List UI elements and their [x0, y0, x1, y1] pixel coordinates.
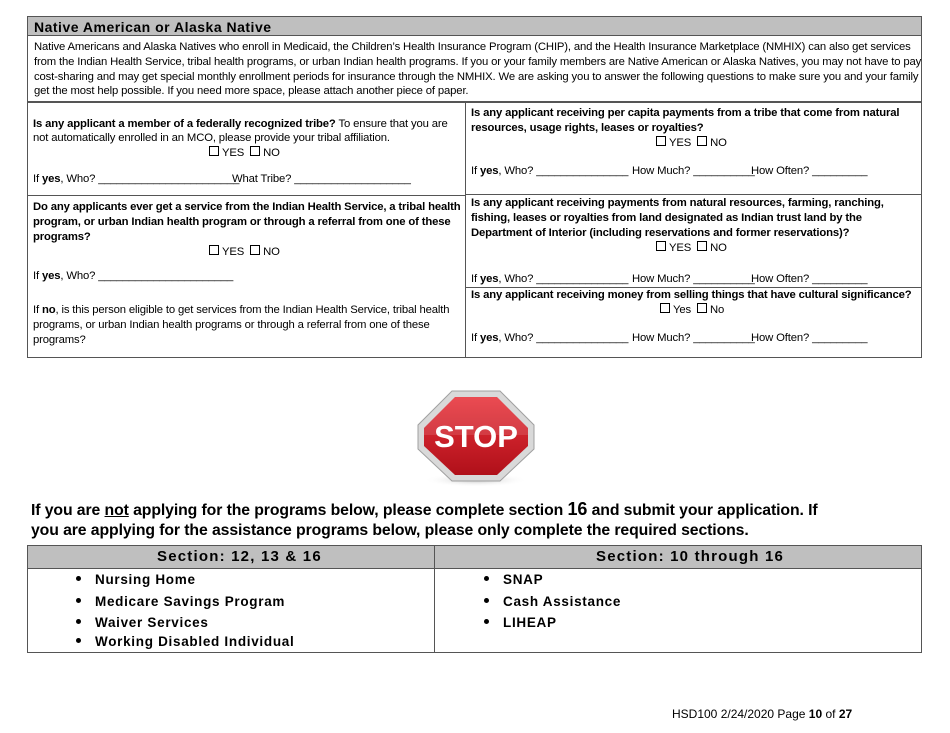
program-label: Cash Assistance [503, 594, 622, 609]
notice-part3: and submit your application. If [587, 502, 818, 519]
q4-yes-label: YES [669, 242, 692, 254]
q3-no-checkbox[interactable] [250, 245, 260, 255]
q4-line1: Is any applicant receiving payments from natural resources, farming, ranching, [471, 197, 884, 209]
bullet-icon [484, 576, 489, 581]
footer-page-number: 10 [808, 707, 823, 721]
q3-no-label: NO [263, 246, 280, 258]
q3-who-field[interactable]: , Who? ______________________ [60, 270, 234, 282]
q5-yes-no [660, 303, 724, 318]
q5-yes-checkbox[interactable] [660, 303, 670, 313]
notice-underlined: not [104, 502, 129, 519]
list-item [484, 615, 557, 630]
q3-yes-word: yes [41, 270, 61, 282]
list-item [484, 572, 543, 587]
q4-no-checkbox[interactable] [697, 241, 707, 251]
q4-if-yes-who [471, 272, 628, 287]
q1-what-tribe-field[interactable]: What Tribe? ___________________ [232, 173, 411, 185]
program-label: Medicare Savings Program [95, 594, 286, 609]
q3-if-no-prefix: If [33, 304, 42, 316]
q3-yes-label: YES [222, 246, 245, 258]
q1-question: Is any applicant a member of a federally recognized tribe? [33, 118, 336, 130]
intro-paragraph [27, 36, 922, 102]
intro-line: from the Indian Health Service, tribal health programs, or urban Indian health programs. If you or your family members are Native American or Alaska Natives, you may not have to pay [34, 55, 922, 68]
program-label: Working Disabled Individual [95, 634, 295, 649]
q3-if-no-rest: , is this person eligible to get services from the Indian Health Service, tribal health [55, 304, 450, 316]
q3-line3: programs? [33, 231, 91, 243]
programs-table-divider [434, 545, 435, 653]
q3-if-prefix: If [33, 270, 42, 282]
q5-if-prefix: If [471, 332, 480, 344]
notice-text [31, 499, 911, 541]
q4-if-prefix: If [471, 273, 480, 285]
q4-line2: fishing, leases or royalties from land designated as Indian trust land by the [471, 212, 862, 224]
q4-yes-checkbox[interactable] [656, 241, 666, 251]
q1-if-yes-who [33, 172, 239, 187]
q5-no-label: No [709, 304, 725, 316]
stop-sign-text: STOP [434, 419, 518, 454]
q5-line: Is any applicant receiving money from selling things that have cultural significance? [471, 289, 912, 301]
q2-yes-no [656, 136, 727, 151]
q1-no-label: NO [263, 147, 280, 159]
q5-yes-label: Yes [673, 304, 691, 316]
q1-line2: not automatically enrolled in an MCO, please provide your tribal affiliation. [33, 132, 390, 144]
bullet-icon [484, 598, 489, 603]
q2-yes-word: yes [479, 165, 499, 177]
notice-section-number: 16 [567, 499, 588, 519]
program-label: LIHEAP [503, 615, 557, 630]
intro-line: cost-sharing and may get special monthly enrollment periods for insurance through the NMHIX. We are asking you to answer the following questions to make sure you and your family [34, 70, 919, 83]
bullet-icon [76, 619, 81, 624]
list-item [76, 594, 285, 609]
q4-no-label: NO [710, 242, 727, 254]
program-label: Waiver Services [95, 615, 209, 630]
program-label: Nursing Home [95, 572, 196, 587]
q2-if-prefix: If [471, 165, 480, 177]
q4-who-field[interactable]: , Who? _______________ [498, 273, 629, 285]
q2-no-label: NO [710, 137, 727, 149]
section-title: Native American or Alaska Native [27, 16, 922, 36]
footer-form-id: HSD100 2/24/2020 Page [672, 707, 809, 721]
q1-no-checkbox[interactable] [250, 146, 260, 156]
notice-line1 [31, 499, 911, 521]
row-divider-left [27, 195, 465, 196]
bullet-icon [76, 598, 81, 603]
q2-line1: Is any applicant receiving per capita payments from a tribe that come from natural [471, 107, 900, 119]
q3-line2: program, or urban Indian health program or through a referral from one of these [33, 216, 451, 228]
q2-yes-checkbox[interactable] [656, 136, 666, 146]
q1-yes-checkbox[interactable] [209, 146, 219, 156]
footer-total-pages: 27 [838, 707, 853, 721]
q4-how-often-field[interactable]: How Often? _________ [751, 273, 868, 285]
q4-line3: Department of Interior (including reservations and former reservations)? [471, 227, 850, 239]
q3-no-word: no [41, 304, 56, 316]
q3-if-no-line3: programs? [33, 334, 86, 346]
q3-line1: Do any applicants ever get a service from the Indian Health Service, a tribal health [33, 201, 461, 213]
bullet-icon [76, 638, 81, 643]
footer-of: of [822, 707, 839, 721]
q1-yes-word: yes [41, 173, 61, 185]
q4-yes-word: yes [479, 273, 499, 285]
q5-who-field[interactable]: , Who? _______________ [498, 332, 629, 344]
q3-yes-checkbox[interactable] [209, 245, 219, 255]
q5-yes-word: yes [479, 332, 499, 344]
q5-how-much-field[interactable]: How Much? __________ [632, 332, 755, 344]
q1-yes-label: YES [222, 147, 245, 159]
q1-who-field[interactable]: , Who? _______________________ [60, 173, 240, 185]
intro-line: get the most help possible. If you need more space, please attach another piece of paper. [34, 85, 469, 98]
intro-line: Native Americans and Alaska Natives who enroll in Medicaid, the Children’s Health Insurance Program (CHIP), and the Health Insurance Marketplace (NMHIX) can also get services [34, 41, 911, 53]
q4-how-much-field[interactable]: How Much? __________ [632, 273, 755, 285]
q2-who-field[interactable]: , Who? _______________ [498, 165, 629, 177]
q1-line1 [33, 117, 448, 132]
notice-part1: If you are [31, 502, 105, 519]
q3-if-yes-who [33, 269, 233, 284]
program-label: SNAP [503, 572, 544, 587]
right-column-header: Section: 10 through 16 [596, 548, 785, 565]
list-item [484, 594, 621, 609]
left-column-header: Section: 12, 13 & 16 [157, 548, 322, 565]
grid-divider [465, 102, 466, 358]
q1-yes-no [209, 146, 280, 161]
notice-line2: you are applying for the assistance programs below, please only complete the required sections. [31, 522, 749, 539]
list-item [76, 572, 196, 587]
notice-part2: applying for the programs below, please complete section [128, 502, 568, 519]
q5-if-yes-who [471, 331, 628, 346]
page-footer [672, 707, 852, 721]
list-item [76, 634, 294, 649]
q3-yes-no [209, 245, 280, 260]
q2-how-much-field[interactable]: How Much? __________ [632, 165, 755, 177]
q4-yes-no [656, 241, 727, 256]
q2-yes-label: YES [669, 137, 692, 149]
stop-sign-icon [414, 389, 538, 489]
q1-question-rest: To ensure that you are [335, 118, 448, 130]
bullet-icon [484, 619, 489, 624]
q2-how-often-field[interactable]: How Often? _________ [751, 165, 868, 177]
q3-if-no-line1 [33, 303, 449, 318]
list-item [76, 615, 209, 630]
q5-no-checkbox[interactable] [697, 303, 707, 313]
q5-how-often-field[interactable]: How Often? _________ [751, 332, 868, 344]
bullet-icon [76, 576, 81, 581]
q3-if-no-line2: programs, or urban Indian health programs or through a referral from one of these [33, 319, 430, 331]
q2-line2: resources, usage rights, leases or royalties? [471, 122, 704, 134]
q1-if-prefix: If [33, 173, 42, 185]
q2-if-yes-who [471, 164, 628, 179]
q2-no-checkbox[interactable] [697, 136, 707, 146]
row-divider-right-1 [465, 194, 922, 195]
